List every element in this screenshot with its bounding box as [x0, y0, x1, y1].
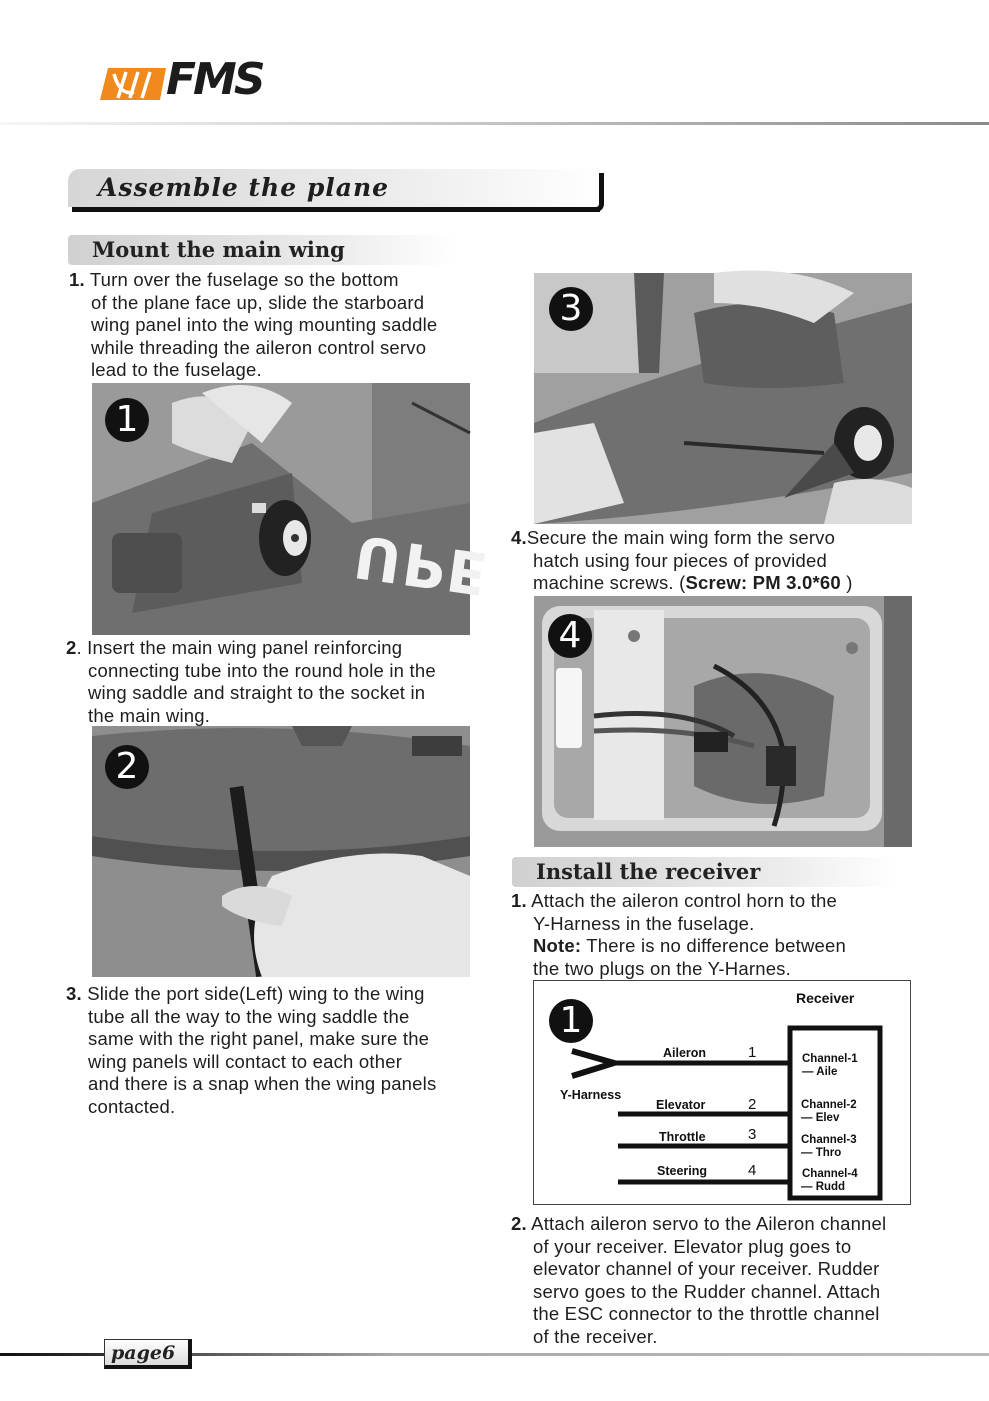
receiver-label: Receiver: [796, 990, 855, 1006]
mount-step-1: 1. Turn over the fuselage so the bottom of the plane face up, slide the starboard wing panel into the wing mounting saddle while threading the aileron control servo lead to the fuselage.: [69, 269, 438, 380]
channel-3-label: Channel-3: [801, 1134, 857, 1146]
channel-2-label: Channel-2: [801, 1099, 857, 1111]
mount-step-3: 3. Slide the port side(Left) wing to the wing tube all the way to the wing saddle the same with the right panel, make sure the wing panels will contact to each other and there is a snap when the wing panels contacted.: [66, 983, 437, 1117]
mount-wing-heading-banner: [68, 235, 454, 265]
wire-label-elevator: Elevator: [656, 1098, 706, 1112]
channel-4-abbr: — Rudd: [801, 1181, 846, 1193]
photo-fuselage-lettering: UPE: [349, 521, 494, 609]
receiver-step-1: 1. Attach the aileron control horn to the Y-Harness in the fuselage. Note: There is no difference between the two plugs on the Y-Harnes.: [511, 890, 846, 979]
channel-4-label: Channel-4: [802, 1168, 858, 1180]
wire-num-3: 3: [748, 1126, 757, 1143]
photo-badge-3: 3: [549, 287, 593, 331]
receiver-heading-banner: [512, 857, 898, 887]
receiver-heading: Install the receiver: [536, 859, 761, 884]
logo-swoosh-icon: [100, 66, 166, 102]
photo-step-4: [534, 596, 912, 847]
fms-logo: [100, 54, 300, 106]
channel-2-abbr: — Elev: [801, 1112, 840, 1124]
channel-3-abbr: — Thro: [801, 1147, 842, 1159]
mount-step-4: 4.Secure the main wing form the servo hatch using four pieces of provided machine screws. (Screw: PM 3.0*60 ): [511, 527, 853, 593]
wire-num-2: 2: [748, 1096, 757, 1113]
wire-label-throttle: Throttle: [659, 1130, 706, 1144]
photo-step-2: [92, 726, 470, 977]
logo-text: FMS: [166, 54, 263, 105]
photo-badge-4: 4: [548, 614, 592, 658]
receiver-step-2: 2. Attach aileron servo to the Aileron channel of your receiver. Elevator plug goes to elevator channel of your receiver. Rudder servo goes to the Rudder channel. Attach the ESC connector to the throttle channel of the receiver.: [511, 1213, 887, 1347]
photo-badge-2: 2: [105, 745, 149, 789]
y-harness-label: Y-Harness: [560, 1088, 622, 1102]
screw-spec: Screw: PM 3.0*60: [685, 572, 841, 593]
receiver-wiring-diagram: [533, 980, 911, 1205]
wire-num-1: 1: [748, 1044, 757, 1061]
page-number-tab: [104, 1339, 192, 1369]
section-banner: [68, 169, 606, 213]
note-label: Note:: [533, 935, 582, 956]
channel-1-abbr: — Aile: [802, 1066, 838, 1078]
diagram-badge: 1: [549, 999, 593, 1043]
photo-step-3: [534, 273, 912, 524]
wire-label-steering: Steering: [657, 1164, 708, 1178]
page-number: page6: [111, 1342, 176, 1364]
mount-wing-heading: Mount the main wing: [92, 237, 345, 262]
header-divider: [0, 122, 989, 125]
channel-1-label: Channel-1: [802, 1053, 858, 1065]
mount-step-2: 2. Insert the main wing panel reinforcing connecting tube into the round hole in the wing saddle and straight to the socket in the main wing.: [66, 637, 436, 726]
section-title: Assemble the plane: [98, 173, 390, 202]
photo-badge-1: 1: [105, 398, 149, 442]
wire-label-aileron: Aileron: [663, 1046, 707, 1060]
photo-step-1: [92, 383, 494, 635]
wire-num-4: 4: [748, 1162, 757, 1179]
